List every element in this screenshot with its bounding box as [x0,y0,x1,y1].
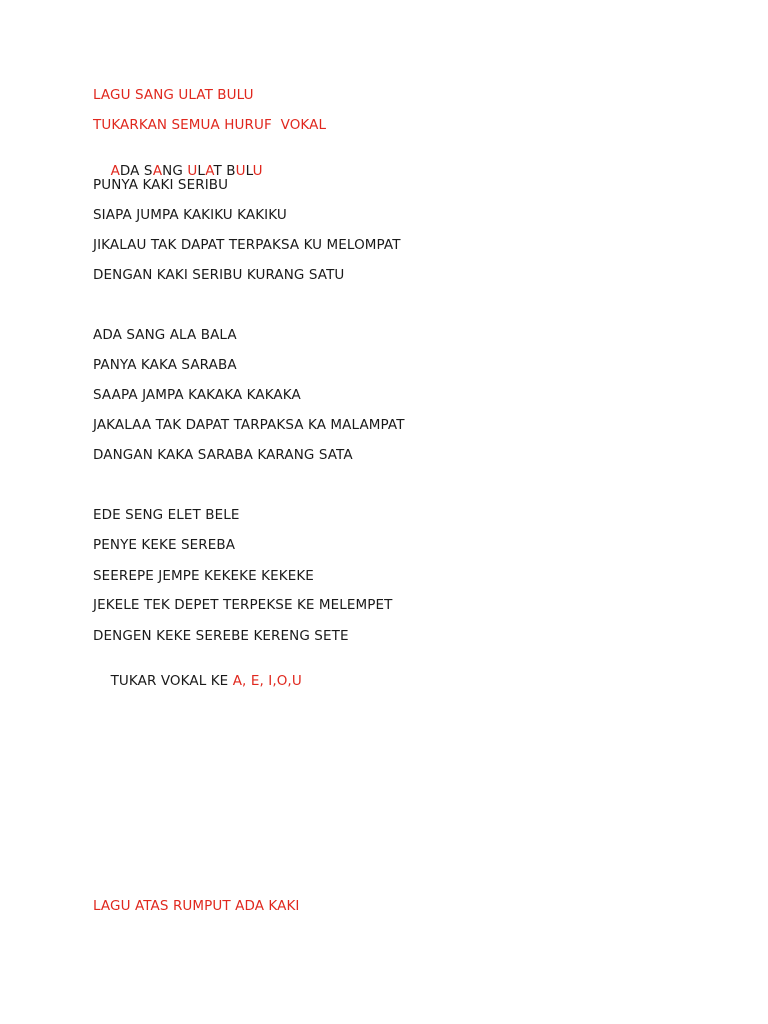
consonant-text: DA [119,163,144,179]
vowel-highlight: U [235,163,246,179]
lyric-line: SAAPA JAMPA KAKAKA KAKAKA [93,387,301,403]
lyric-line: PENYE KEKE SEREBA [93,537,236,553]
consonant-text: L [245,163,253,179]
consonant-text: S [143,163,153,179]
vowel-highlight: A [205,163,214,179]
lyric-line: DENGAN KAKI SERIBU KURANG SATU [93,267,345,283]
consonant-text: T [213,163,227,179]
lyric-line: ADA SANG ALA BALA [93,327,237,343]
consonant-text: L [197,163,206,179]
consonant-text: B [226,163,236,179]
lyric-line: SIAPA JUMPA KAKIKU KAKIKU [93,207,287,223]
vowel-highlight: A [152,163,163,179]
second-song-title: LAGU ATAS RUMPUT ADA KAKI [93,898,300,914]
lyric-line: DENGEN KEKE SEREBE KERENG SETE [93,628,349,644]
instruction-text: TUKARKAN SEMUA HURUF VOKAL [93,117,327,133]
vowel-highlight: U [252,163,263,179]
lyric-line: DANGAN KAKA SARABA KARANG SATA [93,447,353,463]
lyric-line: PUNYA KAKI SERIBU [93,177,229,193]
lyric-line: PANYA KAKA SARABA [93,357,237,373]
consonant-text: NG [162,163,188,179]
lyric-line: JAKALAA TAK DAPAT TARPAKSA KA MALAMPAT [93,417,405,433]
lyric-line: EDE SENG ELET BELE [93,507,240,523]
closing-line [93,657,302,705]
vowel-highlight: U [187,163,198,179]
lyric-line: JIKALAU TAK DAPAT TERPAKSA KU MELOMPAT [93,237,401,253]
closing-prefix: TUKAR VOKAL KE [110,673,233,689]
vowel-highlight: A [110,163,120,179]
lyric-line: SEEREPE JEMPE KEKEKE KEKEKE [93,568,314,584]
vowel-list: A, E, I,O,U [232,673,302,689]
song-title: LAGU SANG ULAT BULU [93,87,254,103]
lyric-line: JEKELE TEK DEPET TERPEKSE KE MELEMPET [93,597,393,613]
